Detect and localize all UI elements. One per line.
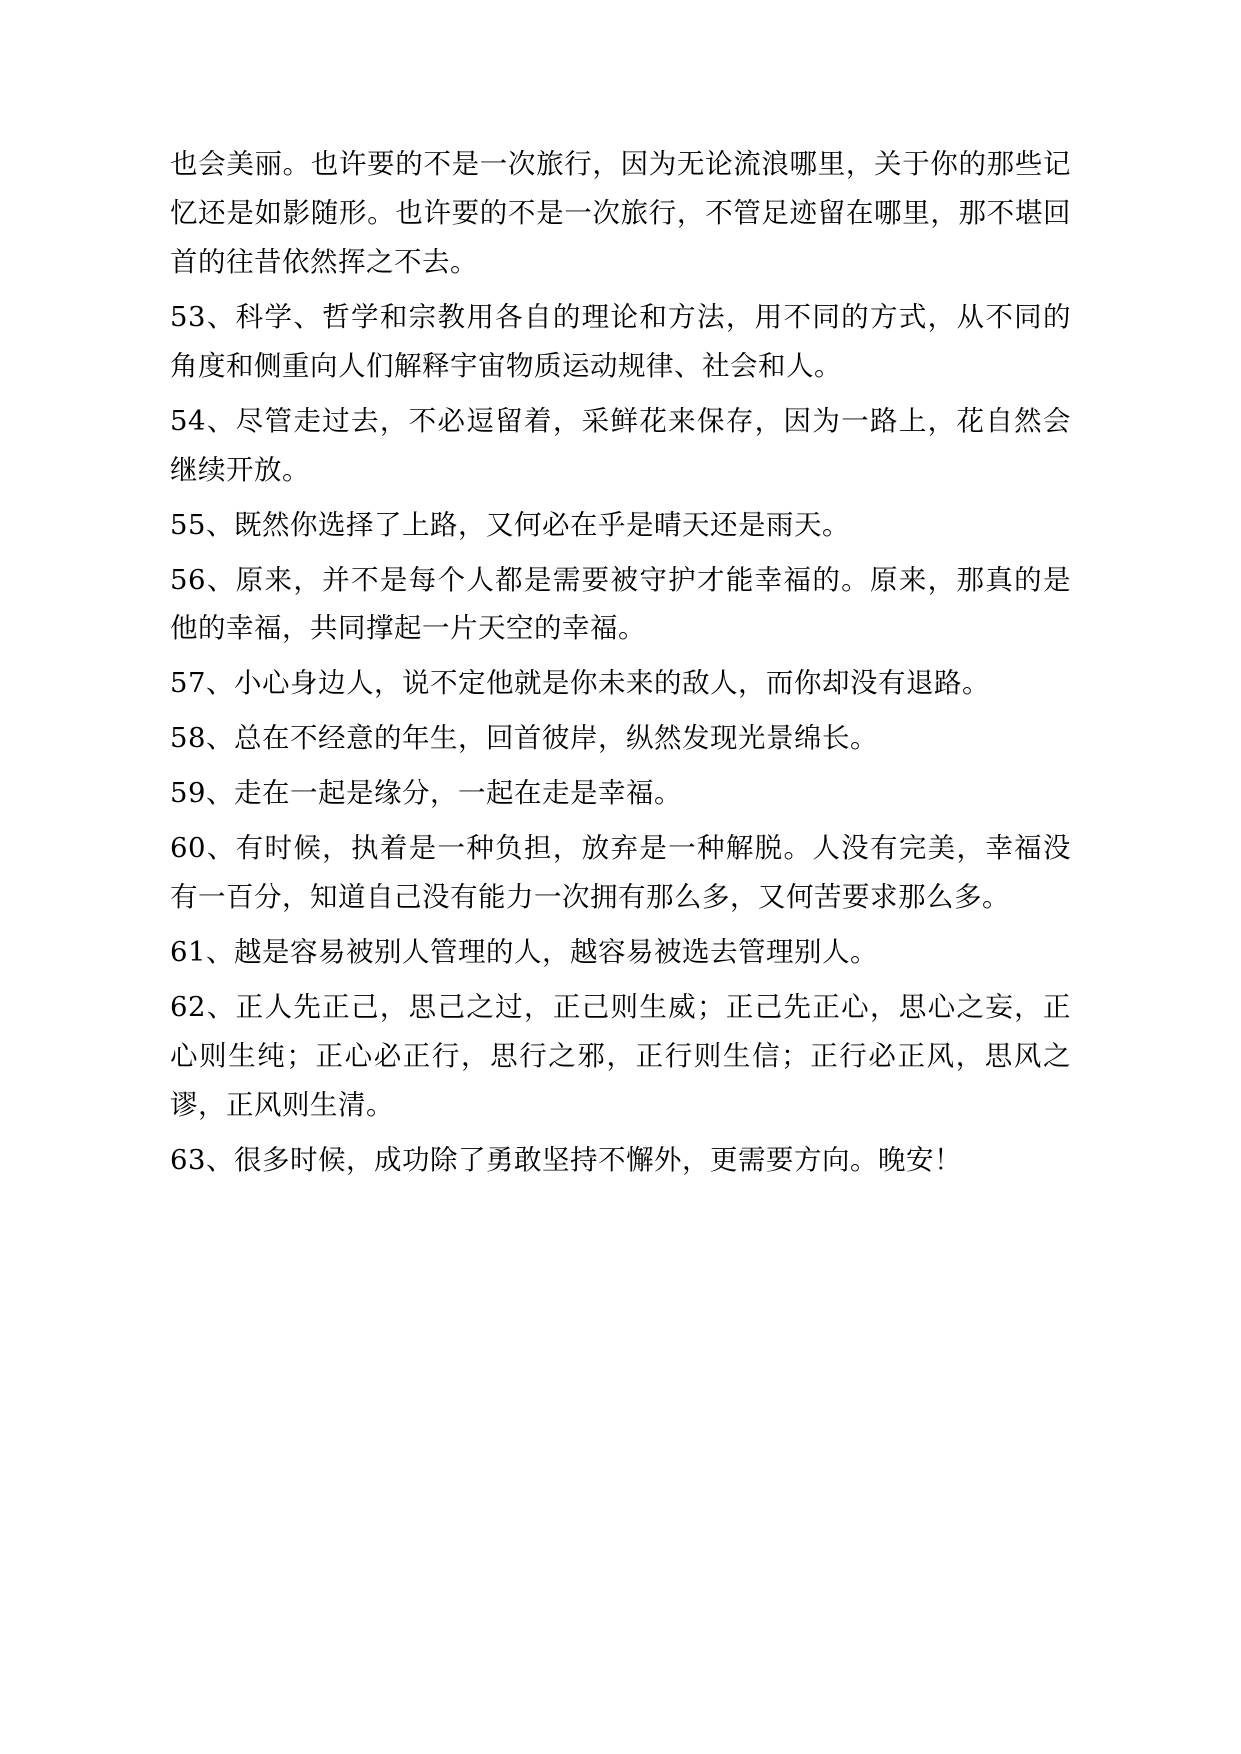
paragraph: 59、走在一起是缘分，一起在走是幸福。	[170, 777, 682, 810]
paragraph: 54、尽管走过去，不必逗留着，采鲜花来保存，因为一路上，花自然会继续开放。	[170, 404, 1071, 486]
paragraph: 61、越是容易被别人管理的人，越容易被选去管理别人。	[170, 936, 878, 969]
paragraph: 55、既然你选择了上路，又何必在乎是晴天还是雨天。	[170, 508, 850, 541]
paragraph: 也会美丽。也许要的不是一次旅行，因为无论流浪哪里，关于你的那些记忆还是如影随形。也许要的不是一次旅行，不管足迹留在哪里，那不堪回首的往昔依然挥之不去。	[170, 148, 1071, 278]
paragraph: 63、很多时候，成功除了勇敢坚持不懈外，更需要方向。晚安！	[170, 1143, 962, 1176]
paragraph: 58、总在不经意的年生，回首彼岸，纵然发现光景绵长。	[170, 722, 878, 755]
document-body	[170, 140, 1071, 1185]
paragraph: 60、有时候，执着是一种负担，放弃是一种解脱。人没有完美，幸福没有一百分，知道自己没有能力一次拥有那么多，又何苦要求那么多。	[170, 832, 1071, 914]
paragraph: 62、正人先正己，思己之过，正己则生威；正己先正心，思心之妄，正心则生纯；正心必正行，思行之邪，正行则生信；正行必正风，思风之谬，正风则生清。	[170, 991, 1071, 1121]
paragraph: 53、科学、哲学和宗教用各自的理论和方法，用不同的方式，从不同的角度和侧重向人们解释宇宙物质运动规律、社会和人。	[170, 300, 1071, 382]
paragraph: 57、小心身边人，说不定他就是你未来的敌人，而你却没有退路。	[170, 667, 990, 700]
paragraph: 56、原来，并不是每个人都是需要被守护才能幸福的。原来，那真的是他的幸福，共同撑起一片天空的幸福。	[170, 563, 1071, 645]
